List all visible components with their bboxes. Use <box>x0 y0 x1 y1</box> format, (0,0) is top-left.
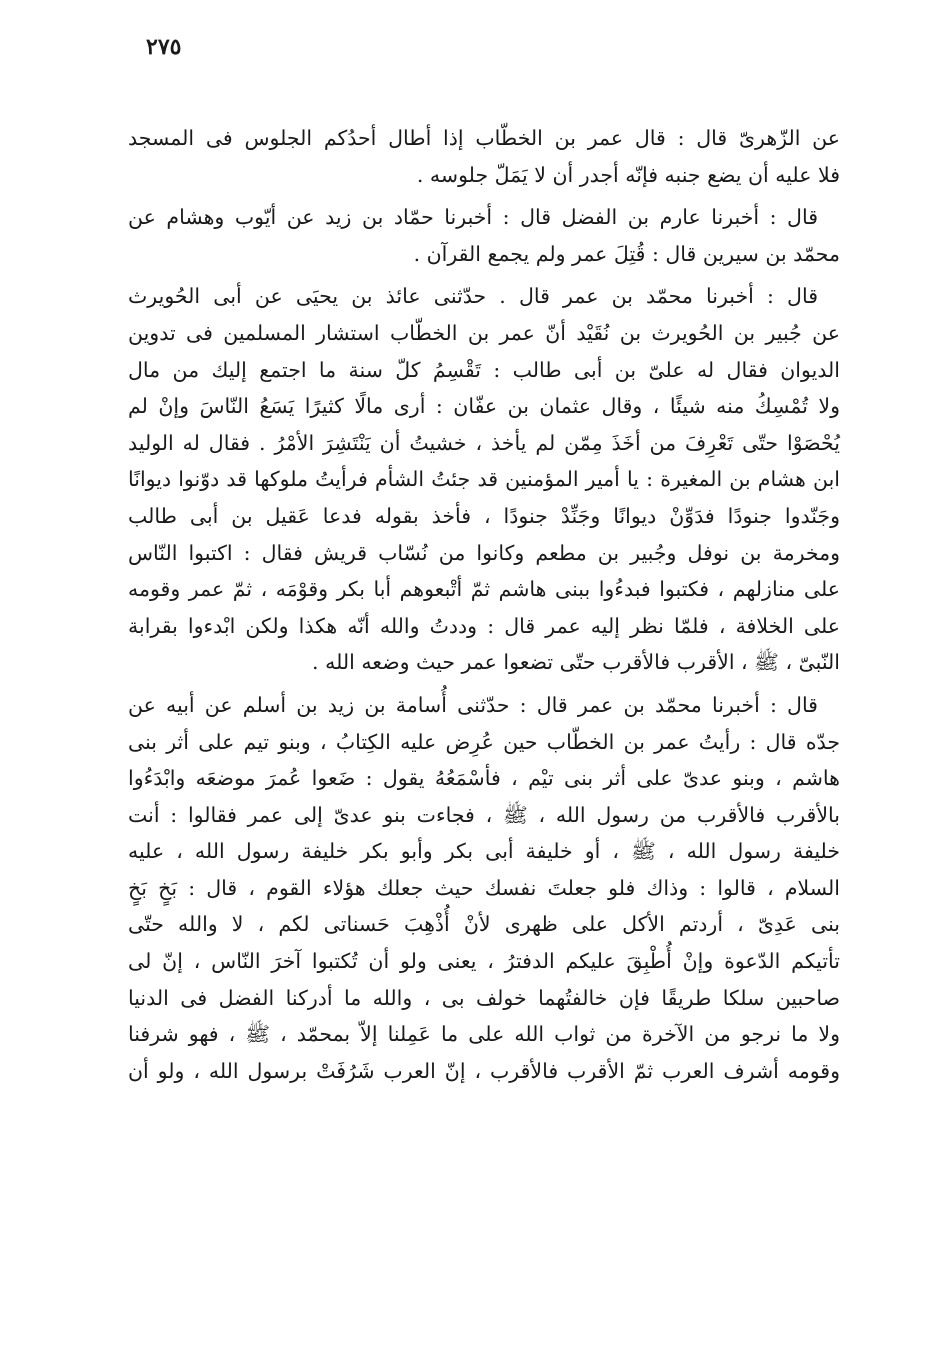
paragraph <box>128 199 840 272</box>
text-line: ولا تُمْسِكُ منه شيئًا ، وقال عثمان بن عفّان : أرى مالًا كثيرًا يَسَعُ النّاسَ وإنْ لم <box>128 394 840 419</box>
text-line: النّبىّ ، ﷺ ، الأقرب فالأقرب حتّى تضعوا عمر حيث وضعه الله . <box>312 650 840 675</box>
text-line: بنى عَدِىّ ، أردتم الأكل على ظهرى لأنْ أُذْهِبَ حَسناتى لكم ، لا والله حتّى <box>128 912 840 937</box>
text-line: خليفة رسول الله ، ﷺ ، أو خليفة أبى بكر وأبو بكر خليفة رسول الله ، عليه <box>128 839 840 864</box>
text-line: ابن هشام بن المغيرة : يا أمير المؤمنين قد جئتُ الشأم فرأيتُ ملوكها قد دوّنوا ديوانًا <box>128 467 840 492</box>
text-line: جدّه قال : رأيتُ عمر بن الخطّاب حين عُرِض عليه الكِتابُ ، وبنو تيم على أثر بنى <box>128 729 840 754</box>
text-line: هاشم ، وبنو عدىّ على أثر بنى تيْم ، فأسْمَعُهُ يقول : ضَعوا عُمرَ موضعَه وابْدَءُوا <box>128 766 840 791</box>
text-line: فلا عليه أن يضع جنبه فإنّه أجدر أن لا يَمَلّ جلوسه . <box>416 162 840 187</box>
text-line: بالأقرب فالأقرب من رسول الله ، ﷺ ، فجاءت بنو عدىّ إلى عمر فقالوا : أنت <box>128 802 840 827</box>
text-line: صاحبين سلكا طريقًا فإن خالفتُهما خولف بى ، والله ما أدركنا الفضل فى الدنيا <box>128 985 840 1010</box>
text-line: تأتيكم الدّعوة وإنْ أُطْبِقَ عليكم الدفترُ ، يعنى ولو أن تُكتبوا آخرَ النّاس ، إنّ لى <box>128 949 840 974</box>
text-line: وقومه أشرف العرب ثمّ الأقرب فالأقرب ، إنّ العرب شَرُفَتْ برسول الله ، ولو أن <box>128 1058 840 1083</box>
text-line: عن الزّهرىّ قال : قال عمر بن الخطّاب إذا أطال أحدُكم الجلوس فى المسجد <box>128 126 840 150</box>
text-line: محمّد بن سيرين قال : قُتِلَ عمر ولم يجمع القرآن . <box>413 241 840 266</box>
paragraph <box>128 687 840 1090</box>
text-line: يُحْصَوْا حتّى تَعْرِفَ من أخَذَ مِمّن لم يأخذ ، خشيتُ أن يَنْتَشِرَ الأمْرُ . فقال له الوليد <box>128 430 840 455</box>
text-line: قال : أخبرنا عارم بن الفضل قال : أخبرنا حمّاد بن زيد عن أيّوب وهشام عن <box>128 205 818 230</box>
paragraph <box>128 278 840 681</box>
text-line: على الخلافة ، فلمّا نظر إليه عمر قال : وددتُ والله أنّه هكذا ولكن ابْدءوا بقرابة <box>128 613 840 638</box>
paragraph <box>128 120 840 193</box>
text-line: قال : أخبرنا محمّد بن عمر قال : حدّثنى أُسامة بن زيد بن أسلم عن أبيه عن <box>128 692 818 717</box>
text-line: عن جُبير بن الحُويرث بن نُقَيْد أنّ عمر بن الخطّاب استشار المسلمين فى تدوين <box>128 320 840 345</box>
body-text <box>128 120 840 1095</box>
page-number: ٢٧٥ <box>146 34 182 60</box>
text-line: الديوان فقال له علىّ بن أبى طالب : تَقْسِمُ كلّ سنة ما اجتمع إليك من مال <box>128 357 840 382</box>
text-line: وجَنّدوا جنودًا فدَوِّنْ ديوانًا وجَنِّدْ جنودًا ، فأخذ بقوله فدعا عَقيل بن أبى طالب <box>128 503 840 528</box>
text-line: على منازلهم ، فكتبوا فبدءُوا ببنى هاشم ثمّ أتْبعوهم أبا بكر وقوْمَه ، ثمّ عمر وقومه <box>128 577 840 602</box>
text-line: السلام ، قالوا : وذاك فلو جعلتَ نفسك حيث جعلك هؤلاء القوم ، قال : بَخٍ بَخٍ <box>128 875 840 900</box>
text-line: قال : أخبرنا محمّد بن عمر قال . حدّثنى عائذ بن يحيَى عن أبى الحُويرث <box>128 284 818 309</box>
text-line: ولا ما نرجو من الآخرة من ثواب الله على ما عَمِلنا إلاّ بمحمّد ، ﷺ ، فهو شرفنا <box>128 1022 840 1047</box>
text-line: ومخرمة بن نوفل وجُبير بن مطعم وكانوا من نُسّاب قريش فقال : اكتبوا النّاس <box>128 540 840 565</box>
